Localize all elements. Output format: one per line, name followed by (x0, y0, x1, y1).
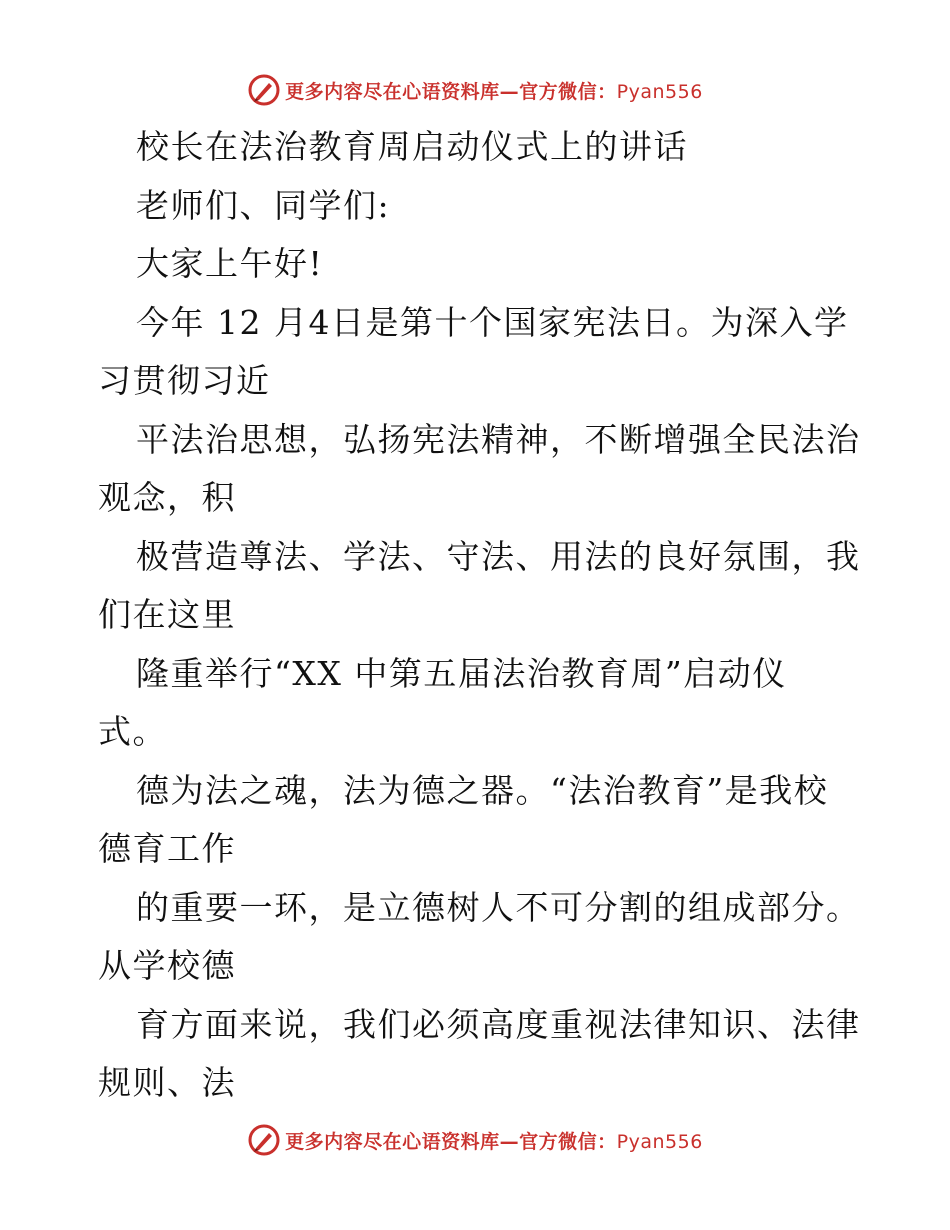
text-line: 的重要一环，是立德树人不可分割的组成部分。 (136, 887, 861, 927)
pen-logo-icon (247, 1123, 281, 1157)
text-line: 老师们、同学们: (136, 185, 391, 225)
pen-logo-icon (247, 73, 281, 107)
text-line: 大家上午好! (136, 244, 324, 283)
banner-text: 更多内容尽在心语资料库—官方微信：Pyan556 (285, 80, 703, 103)
text-line: 式。 (98, 712, 167, 751)
text-line: 极营造尊法、学法、守法、用法的良好氛围，我 (136, 536, 861, 576)
text-line: 今年 12 月4日是第十个国家宪法日。为深入学 (136, 302, 849, 342)
document-title: 校长在法治教育周启动仪式上的讲话 (136, 127, 688, 166)
wechat-id: Pyan556 (616, 80, 703, 103)
text-line: 观念，积 (98, 478, 236, 517)
text-line: 们在这里 (98, 595, 236, 634)
text-line: 习贯彻习近 (98, 361, 271, 400)
document-body (98, 118, 861, 1113)
footer-banner (0, 1120, 950, 1160)
text-line: 从学校德 (98, 946, 236, 985)
text-line: 隆重举行“XX 中第五届法治教育周”启动仪 (136, 653, 787, 693)
banner-text: 更多内容尽在心语资料库—官方微信：Pyan556 (285, 1130, 703, 1153)
wechat-id: Pyan556 (616, 1130, 703, 1153)
text-line: 平法治思想，弘扬宪法精神，不断增强全民法治 (136, 419, 861, 459)
text-line: 规则、法 (98, 1063, 236, 1102)
text-line: 育方面来说，我们必须高度重视法律知识、法律 (136, 1004, 861, 1044)
text-line: 德为法之魂，法为德之器。“法治教育”是我校 (136, 770, 829, 810)
header-banner (0, 70, 950, 110)
text-line: 德育工作 (98, 829, 236, 868)
